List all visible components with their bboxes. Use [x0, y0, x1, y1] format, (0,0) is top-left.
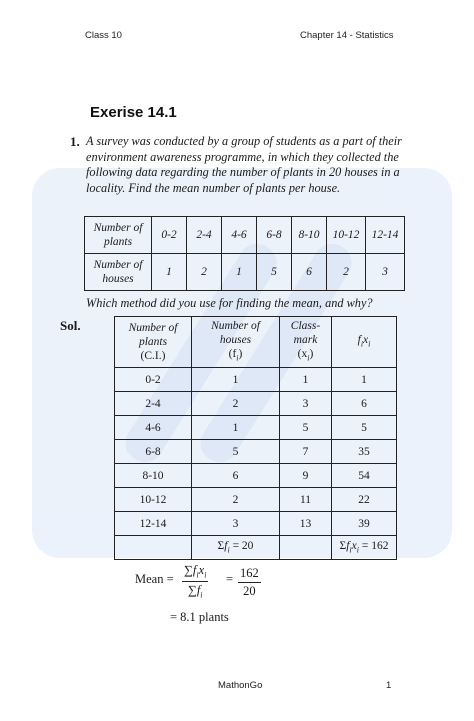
table-cell: 5 [257, 254, 292, 291]
table-row [115, 512, 397, 536]
table-cell: 3 [280, 392, 332, 416]
table-cell: 0-2 [152, 217, 187, 254]
table-cell: 1 [192, 416, 280, 440]
header-cell-houses: Number of houses $(f_i)$ [192, 317, 280, 368]
table-cell: 2 [192, 488, 280, 512]
table-cell: 35 [332, 440, 397, 464]
table-cell: 10-12 [115, 488, 192, 512]
table-row [115, 464, 397, 488]
table-row [115, 392, 397, 416]
table-cell: 2-4 [187, 217, 222, 254]
table-cell: 1 [192, 368, 280, 392]
table-cell: 39 [332, 512, 397, 536]
mean-value-fraction [238, 566, 261, 599]
question-number: 1. [70, 134, 80, 149]
solution-table [114, 316, 397, 560]
table-cell: 22 [332, 488, 397, 512]
table-cell [115, 536, 192, 560]
table-cell: 1 [332, 368, 397, 392]
table-cell: 1 [152, 254, 187, 291]
table-cell: 6-8 [257, 217, 292, 254]
table-cell: 5 [192, 440, 280, 464]
table-cell: 6 [192, 464, 280, 488]
solution-label: Sol. [60, 318, 81, 333]
question-text: A survey was conducted by a group of students as a part of their environment awareness programme, in which they collected the following data regarding the number of plants in 20 houses in a locality. Find the mean number of plants per house. [86, 134, 402, 195]
table-cell: 13 [280, 512, 332, 536]
footer-brand: MathonGo [218, 680, 263, 691]
sum-fx-cell: $\Sigma f_ix_i = 162$ [332, 536, 397, 560]
table-cell: 2-4 [115, 392, 192, 416]
totals-row [115, 536, 397, 560]
table-cell: 2 [192, 392, 280, 416]
table-row [115, 368, 397, 392]
header-cell-fx: $f_ix_i$ [332, 317, 397, 368]
table-row [115, 440, 397, 464]
formula-denominator: $\sum f_i$ [187, 582, 203, 599]
table-cell: 11 [280, 488, 332, 512]
table-cell: 12-14 [115, 512, 192, 536]
follow-up-question: Which method did you use for finding the mean, and why? [86, 296, 373, 310]
table-row [115, 488, 397, 512]
page-number: 1 [386, 680, 392, 691]
equals-sign: = [226, 572, 234, 586]
mean-label: Mean = [135, 572, 174, 586]
exercise-title: Exerise 14.1 [90, 104, 177, 121]
table-cell: 5 [332, 416, 397, 440]
table-cell: 7 [280, 440, 332, 464]
row-header-houses: Number of houses [85, 254, 152, 291]
header-cell-class-mark: Class- mark $(x_i)$ [280, 317, 332, 368]
table-cell: 8-10 [292, 217, 327, 254]
mean-result: = 8.1 plants [170, 610, 229, 624]
table-cell: 3 [366, 254, 405, 291]
header-class: Class 10 [85, 30, 122, 41]
sum-f-cell: $\Sigma f_i = 20$ [192, 536, 280, 560]
table-cell: 1 [280, 368, 332, 392]
table-cell: 8-10 [115, 464, 192, 488]
table-cell: 4-6 [222, 217, 257, 254]
row-header-plants: Number of plants [85, 217, 152, 254]
table-cell: 12-14 [366, 217, 405, 254]
value-numerator: 162 [238, 566, 261, 583]
data-table [84, 216, 405, 291]
header-cell-plants: Number of plants (C.I.) [115, 317, 192, 368]
table-cell: 6 [292, 254, 327, 291]
table-cell [280, 536, 332, 560]
mean-formula-fraction [182, 563, 208, 599]
formula-numerator: $\sum f_ix_i$ [184, 563, 207, 580]
table-cell: 5 [280, 416, 332, 440]
header-chapter: Chapter 14 - Statistics [300, 30, 394, 41]
table-cell: 2 [327, 254, 366, 291]
table-cell: 3 [192, 512, 280, 536]
value-denominator: 20 [243, 584, 256, 598]
table-cell: 6 [332, 392, 397, 416]
table-cell: 0-2 [115, 368, 192, 392]
table-cell: 6-8 [115, 440, 192, 464]
table-cell: 1 [222, 254, 257, 291]
table-cell: 9 [280, 464, 332, 488]
table-cell: 2 [187, 254, 222, 291]
table-cell: 4-6 [115, 416, 192, 440]
table-row [85, 217, 405, 254]
table-row [115, 416, 397, 440]
table-cell: 10-12 [327, 217, 366, 254]
table-header-row [115, 317, 397, 368]
table-row [85, 254, 405, 291]
table-cell: 54 [332, 464, 397, 488]
